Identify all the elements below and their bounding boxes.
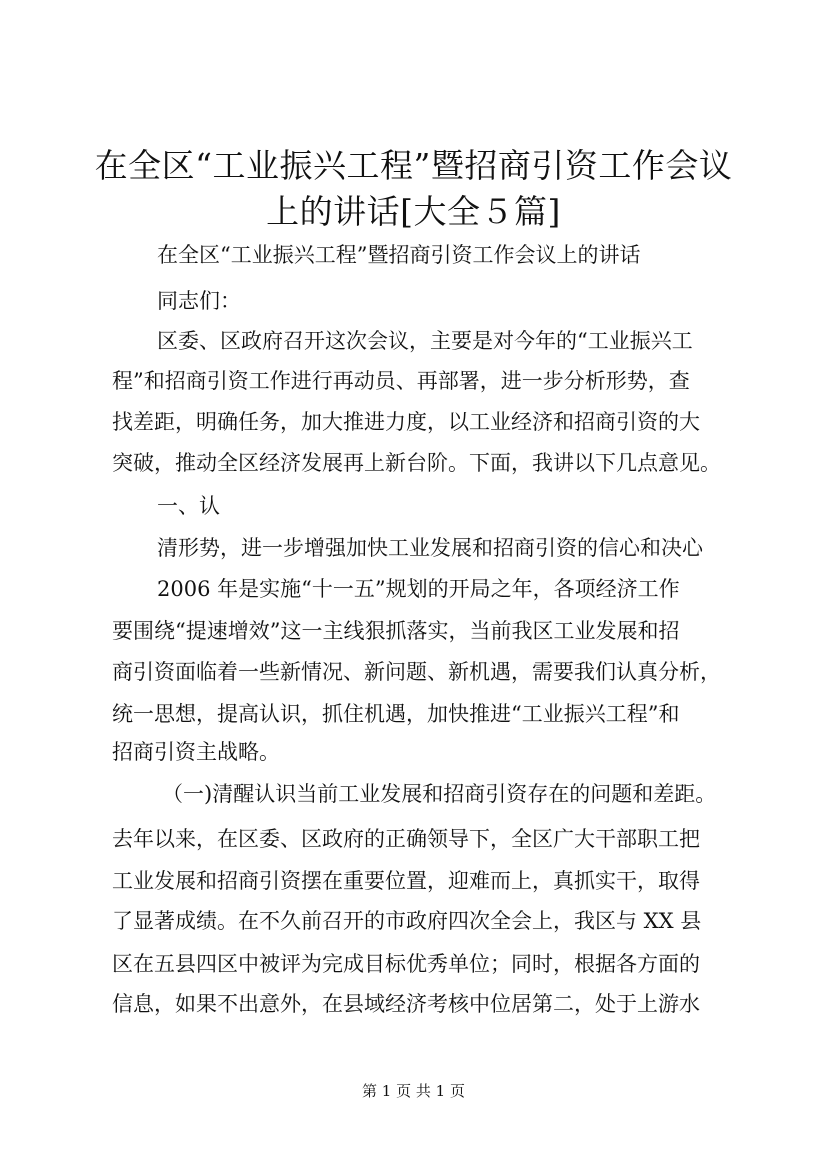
paragraph-line: 商引资面临着一些新情况、新问题、新机遇，需要我们认真分析，	[112, 660, 721, 684]
paragraph-line: 2006 年是实施“十一五”规划的开局之年，各项经济工作	[157, 577, 680, 601]
document-title-line-1: 在全区“工业振兴工程”暨招商引资工作会议	[94, 146, 733, 185]
subtitle-line: 在全区“工业振兴工程”暨招商引资工作会议上的讲话	[157, 243, 641, 267]
section-heading-line: 一、认	[157, 494, 220, 518]
section-heading-line: 清形势，进一步增强加快工业发展和招商引资的信心和决心	[157, 536, 703, 560]
paragraph-line: 区委、区政府召开这次会议，主要是对今年的“工业振兴工	[157, 329, 693, 353]
paragraph-line: 找差距，明确任务，加大推进力度，以工业经济和招商引资的大	[112, 410, 700, 434]
paragraph-line: 去年以来，在区委、区政府的正确领导下，全区广大干部职工把	[112, 827, 700, 851]
document-title-line-2: 上的讲话[大全５篇]	[266, 192, 561, 231]
paragraph-line: 了显著成绩。在不久前召开的市政府四次全会上，我区与 XX 县	[112, 909, 702, 933]
paragraph-line: 工业发展和招商引资摆在重要位置，迎难而上，真抓实干，取得	[112, 869, 700, 893]
paragraph-line: 区在五县四区中被评为完成目标优秀单位；同时，根据各方面的	[112, 952, 700, 976]
paragraph-line: 信息，如果不出意外，在县域经济考核中位居第二，处于上游水	[112, 992, 700, 1016]
paragraph-line: 要围绕“提速增效”这一主线狠抓落实，当前我区工业发展和招	[112, 619, 680, 643]
paragraph-line: 统一思想，提高认识，抓住机遇，加快推进“工业振兴工程”和	[112, 702, 680, 726]
paragraph-line: 招商引资主战略。	[112, 740, 280, 764]
subsection-heading-line: （一)清醒认识当前工业发展和招商引资存在的问题和差距。	[162, 782, 717, 806]
salutation-line: 同志们：	[157, 289, 241, 313]
paragraph-line: 程”和招商引资工作进行再动员、再部署，进一步分析形势，查	[112, 369, 690, 393]
page-footer: 第 1 页 共 1 页	[362, 1082, 465, 1100]
paragraph-line: 突破，推动全区经济发展再上新台阶。下面，我讲以下几点意见。	[112, 451, 721, 475]
